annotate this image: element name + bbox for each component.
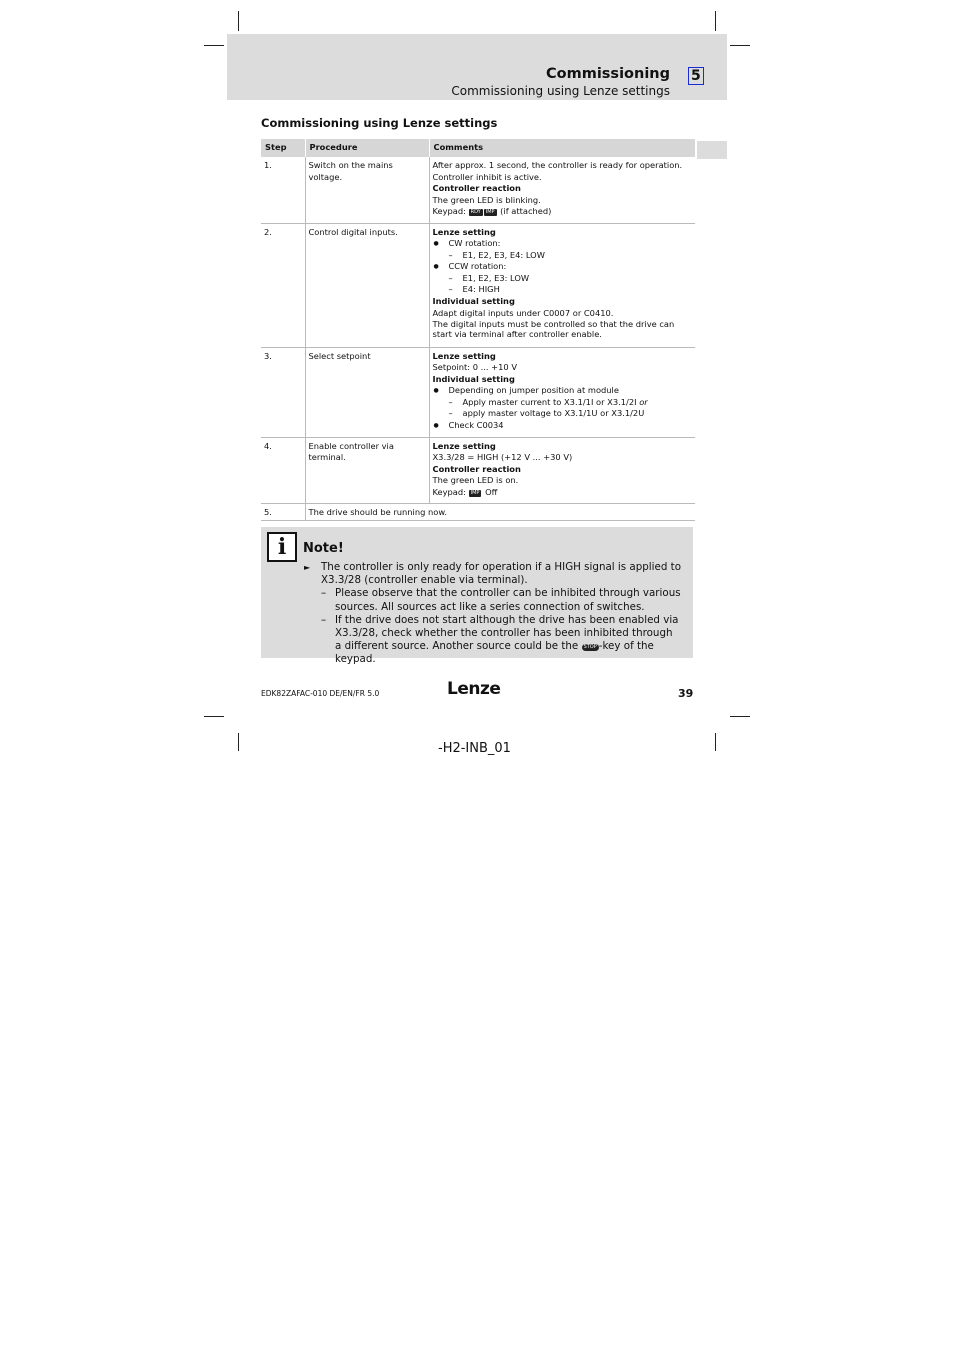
header-comments: Comments: [429, 139, 695, 157]
keypad-suffix: Off: [485, 486, 498, 497]
header-procedure: Procedure: [305, 139, 429, 157]
table-row: [261, 437, 695, 503]
dash-item: – E4: HIGH: [433, 284, 693, 296]
note-sub-text-end: -key of the keypad.: [335, 640, 654, 666]
chapter-subtitle: Commissioning using Lenze settings: [451, 84, 670, 98]
bullet-item: ● Depending on jumper position at module: [433, 385, 693, 397]
crop-mark-tr-v: [715, 11, 716, 31]
footer-doc-code: EDK82ZAFAC-010 DE/EN/FR 5.0: [261, 689, 380, 698]
dash-item: – apply master voltage to X3.1/1U or X3.1/2U: [433, 408, 693, 420]
procedure-cell: Select setpoint: [305, 347, 429, 437]
table-row: [261, 347, 695, 437]
bullet-item: ● Check C0034: [433, 420, 693, 432]
comment-heading: Lenze setting: [432, 226, 496, 237]
imp-key-icon: IMP: [470, 489, 480, 496]
dash-text: Apply master current to X3.1/1I or X3.1/2I: [462, 396, 637, 407]
procedure-cell: Switch on the mains voltage.: [305, 157, 429, 223]
page-number: 39: [678, 687, 694, 700]
crop-mark-tl-h: [204, 45, 224, 46]
table-header-row: [261, 139, 695, 157]
comment-heading: Individual setting: [432, 373, 515, 384]
note-sub-item: – Please observe that the controller can be inhibited through various sources. All sources act like a series connection of switches.: [304, 587, 682, 613]
note-title: Note!: [303, 541, 344, 556]
step-number: 3.: [261, 347, 305, 437]
commissioning-steps-table: [261, 139, 695, 521]
imp-key-icon: IMP: [485, 209, 495, 216]
comment-heading: Lenze setting: [432, 440, 496, 451]
step-number: 4.: [261, 437, 305, 503]
step-number: 2.: [261, 223, 305, 347]
crop-mark-tl-v: [238, 11, 239, 31]
bullet-item: ● CCW rotation:: [433, 261, 693, 273]
comments-cell: [429, 347, 695, 437]
chapter-number-badge: 5: [688, 67, 704, 85]
keypad-suffix: (if attached): [500, 206, 552, 217]
comment-heading: Lenze setting: [432, 350, 496, 361]
header-step: Step: [261, 139, 305, 157]
comment-line: The green LED is on.: [432, 475, 519, 486]
keypad-line: [433, 206, 693, 218]
crop-mark-bl-v: [238, 733, 239, 751]
dash-item: [433, 397, 693, 409]
comments-cell: [429, 157, 695, 223]
stop-key-icon: STOP: [583, 644, 597, 651]
comment-line: The digital inputs must be controlled so that the drive can start via terminal after controller enable.: [432, 319, 675, 340]
comment-line: Adapt digital inputs under C0007 or C0410.: [432, 307, 614, 318]
keypad-label: Keypad:: [432, 486, 466, 497]
comment-line: X3.3/28 = HIGH (+12 V ... +30 V): [432, 452, 573, 463]
note-main-item: ► The controller is only ready for operation if a HIGH signal is applied to X3.3/28 (controller enable via terminal).: [304, 561, 682, 587]
comment-heading: Controller reaction: [432, 463, 521, 474]
keypad-line: [433, 487, 693, 499]
procedure-cell: Enable controller via terminal.: [305, 437, 429, 503]
note-sub-item: [304, 614, 682, 667]
comment-heading: Individual setting: [432, 296, 515, 307]
lenze-logo: Lenze: [447, 679, 501, 699]
comment-line: After approx. 1 second, the controller is ready for operation.: [432, 160, 683, 170]
rdy-key-icon: RDY: [470, 209, 481, 216]
note-body: [304, 561, 682, 667]
step-number: 1.: [261, 157, 305, 223]
crop-mark-br-h: [730, 716, 750, 717]
comment-line: The green LED is blinking.: [432, 194, 541, 205]
bullet-item: ● CW rotation:: [433, 238, 693, 250]
procedure-cell: Control digital inputs.: [305, 223, 429, 347]
comment-line: Setpoint: 0 ... +10 V: [432, 362, 518, 373]
note-sub-text: If the drive does not start although the drive has been enabled via X3.3/28, check whether the controller has been inhibited through a different source. Another source could be the: [335, 613, 679, 653]
side-tab-marker: [697, 141, 727, 159]
comment-heading: Controller reaction: [432, 183, 521, 194]
dash-item: – E1, E2, E3: LOW: [433, 273, 693, 285]
dash-emphasis: or: [639, 396, 648, 407]
comment-line: Controller inhibit is active.: [432, 171, 542, 182]
table-row: [261, 157, 695, 223]
chapter-title: Commissioning: [546, 66, 670, 82]
info-icon: i: [267, 532, 297, 562]
comments-cell: [429, 223, 695, 347]
step-number: 5.: [261, 503, 305, 521]
crop-mark-br-v: [715, 733, 716, 751]
table-row: [261, 503, 695, 521]
procedure-cell: The drive should be running now.: [305, 503, 695, 521]
keypad-label: Keypad:: [432, 206, 466, 217]
crop-mark-tr-h: [730, 45, 750, 46]
crop-mark-bl-h: [204, 716, 224, 717]
table-row: [261, 223, 695, 347]
section-title: Commissioning using Lenze settings: [261, 116, 498, 130]
comments-cell: [429, 437, 695, 503]
note-box: [261, 527, 693, 666]
document-id: -H2-INB_01: [438, 741, 511, 756]
dash-item: – E1, E2, E3, E4: LOW: [433, 250, 693, 262]
